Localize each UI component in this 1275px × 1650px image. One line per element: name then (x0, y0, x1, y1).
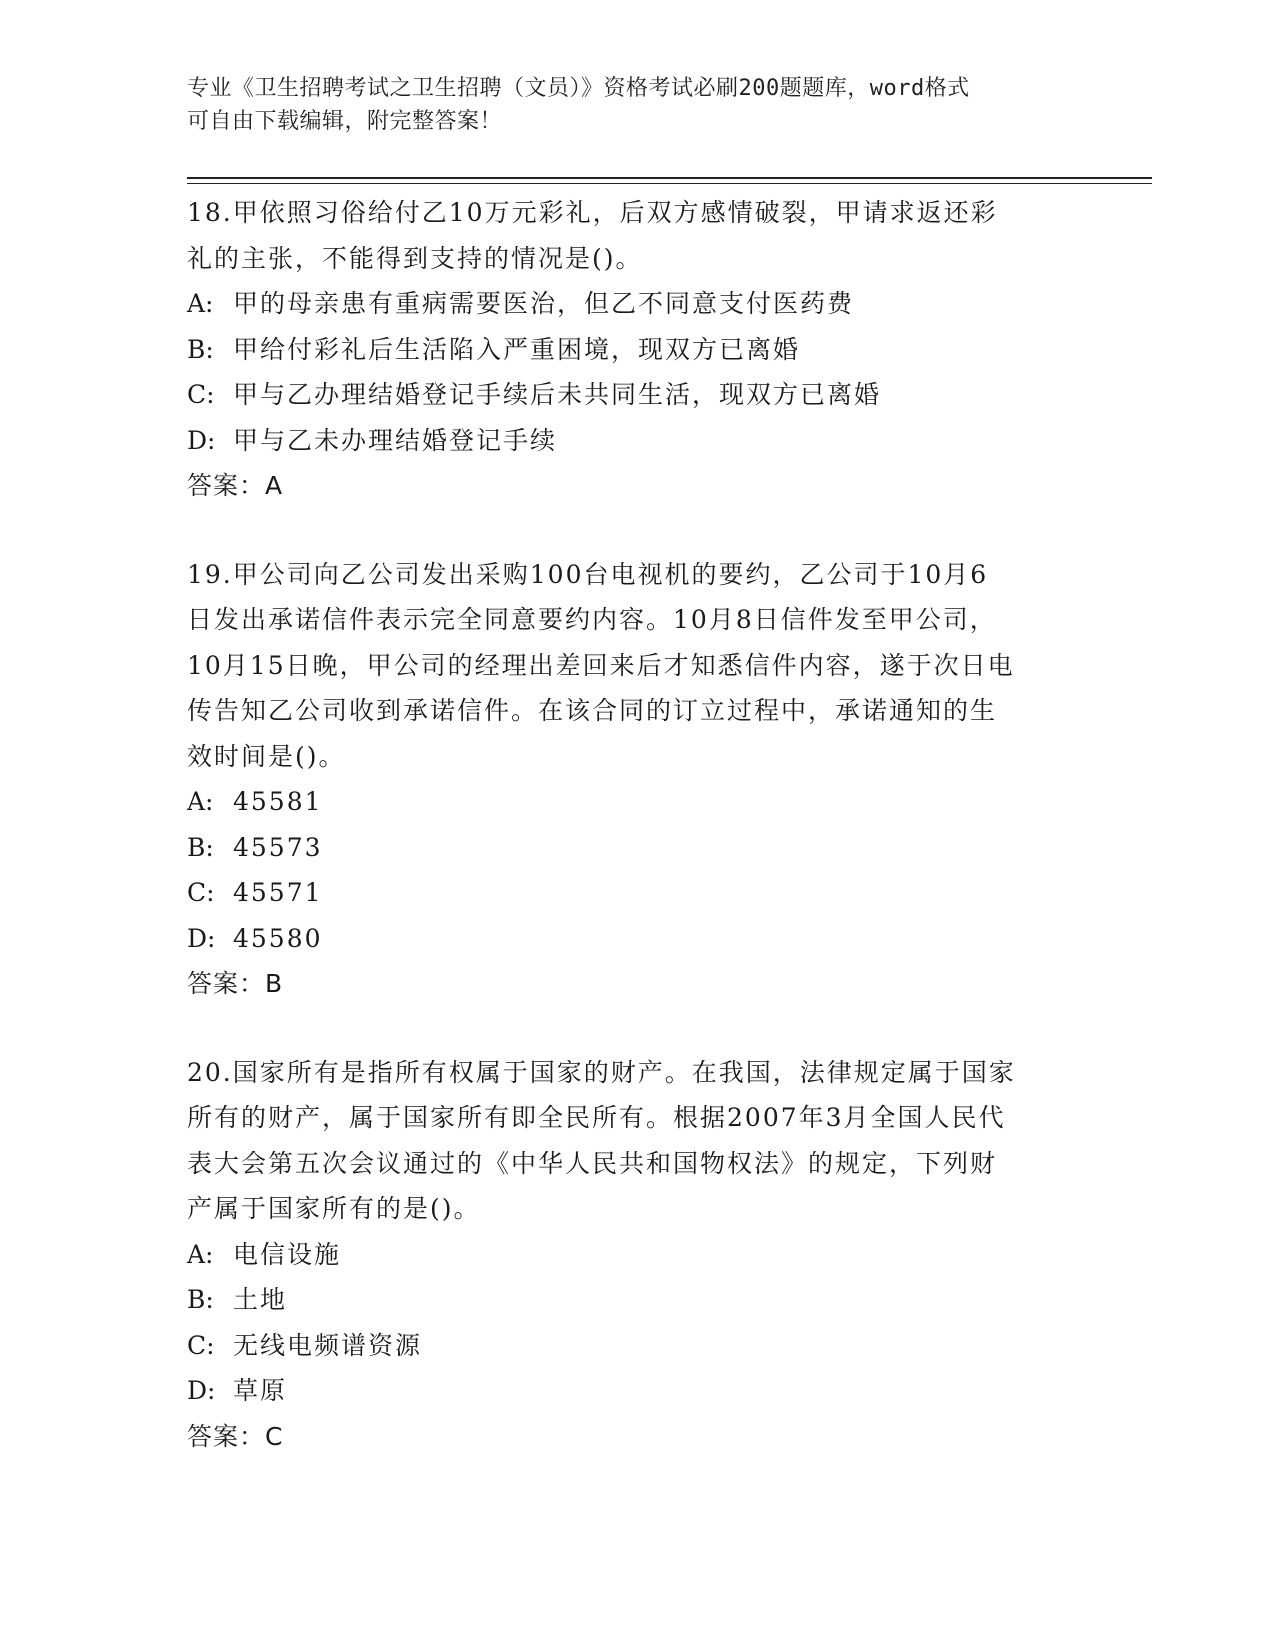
stem-line: 10月15日晚，甲公司的经理出差回来后才知悉信件内容，遂于次日电 (187, 650, 1015, 680)
option-key: C: (187, 878, 215, 907)
header-line-1: 专业《卫生招聘考试之卫生招聘（文员）》资格考试必刷200题题库，word格式 (187, 76, 970, 101)
option-key: A: (187, 289, 214, 318)
option-key: C: (187, 380, 215, 409)
option-key: D: (187, 1376, 216, 1405)
question-19 (187, 552, 1087, 1007)
header-divider-thin (187, 183, 1152, 184)
stem-line: 18.甲依照习俗给付乙10万元彩礼，后双方感情破裂，甲请求返还彩 (187, 198, 998, 227)
option-b (187, 1277, 1087, 1323)
option-text: 甲的母亲患有重病需要医治，但乙不同意支付医药费 (233, 289, 855, 318)
option-c (187, 870, 1087, 916)
option-text: 45581 (233, 787, 323, 816)
option-text: 电信设施 (233, 1239, 342, 1269)
option-text: 草原 (233, 1376, 288, 1405)
answer-line: 答案：C (187, 1421, 284, 1451)
option-c (187, 1323, 1087, 1369)
option-key: A: (187, 1239, 214, 1269)
option-d (187, 1368, 1087, 1414)
answer-line: 答案：A (187, 471, 284, 500)
stem-line: 所有的财产，属于国家所有即全民所有。根据2007年3月全国人民代 (187, 1103, 1006, 1132)
option-b (187, 825, 1087, 871)
document-header (187, 72, 1067, 138)
option-text: 甲与乙办理结婚登记手续后未共同生活，现双方已离婚 (233, 380, 882, 409)
option-text: 无线电频谱资源 (233, 1330, 423, 1360)
stem-line: 效时间是()。 (187, 741, 346, 771)
stem-line: 日发出承诺信件表示完全同意要约内容。10月8日信件发至甲公司， (187, 605, 997, 634)
option-d (187, 916, 1087, 962)
option-d (187, 418, 1087, 464)
stem-line: 表大会第五次会议通过的《中华人民共和国物权法》的规定，下列财 (187, 1148, 998, 1178)
question-stem (187, 1050, 1087, 1232)
option-text: 45580 (233, 923, 323, 953)
stem-line: 19.甲公司向乙公司发出采购100台电视机的要约，乙公司于10月6 (187, 559, 989, 589)
option-text: 甲与乙未办理结婚登记手续 (233, 425, 558, 455)
option-a (187, 779, 1087, 825)
stem-line: 产属于国家所有的是()。 (187, 1194, 481, 1223)
question-list (187, 190, 1087, 1502)
option-text: 45571 (233, 878, 323, 907)
stem-line: 礼的主张，不能得到支持的情况是()。 (187, 243, 643, 273)
option-key: B: (187, 334, 214, 364)
header-line-2: 可自由下载编辑，附完整答案！ (187, 109, 503, 134)
question-stem (187, 552, 1087, 780)
option-key: A: (187, 787, 214, 816)
option-a (187, 1232, 1087, 1278)
option-key: C: (187, 1330, 215, 1360)
option-b (187, 327, 1087, 373)
answer-line: 答案：B (187, 969, 284, 998)
option-c (187, 372, 1087, 418)
option-text: 土地 (233, 1285, 288, 1314)
question-18 (187, 190, 1087, 509)
header-divider-thick (187, 177, 1152, 179)
option-key: D: (187, 425, 216, 455)
option-a (187, 281, 1087, 327)
stem-line: 20.国家所有是指所有权属于国家的财产。在我国，法律规定属于国家 (187, 1057, 1016, 1087)
question-20 (187, 1050, 1087, 1460)
option-text: 甲给付彩礼后生活陷入严重困境，现双方已离婚 (233, 334, 801, 364)
option-key: B: (187, 832, 214, 862)
option-key: B: (187, 1285, 214, 1314)
option-key: D: (187, 923, 216, 953)
stem-line: 传告知乙公司收到承诺信件。在该合同的订立过程中，承诺通知的生 (187, 696, 998, 725)
question-stem (187, 190, 1087, 281)
option-text: 45573 (233, 832, 323, 862)
